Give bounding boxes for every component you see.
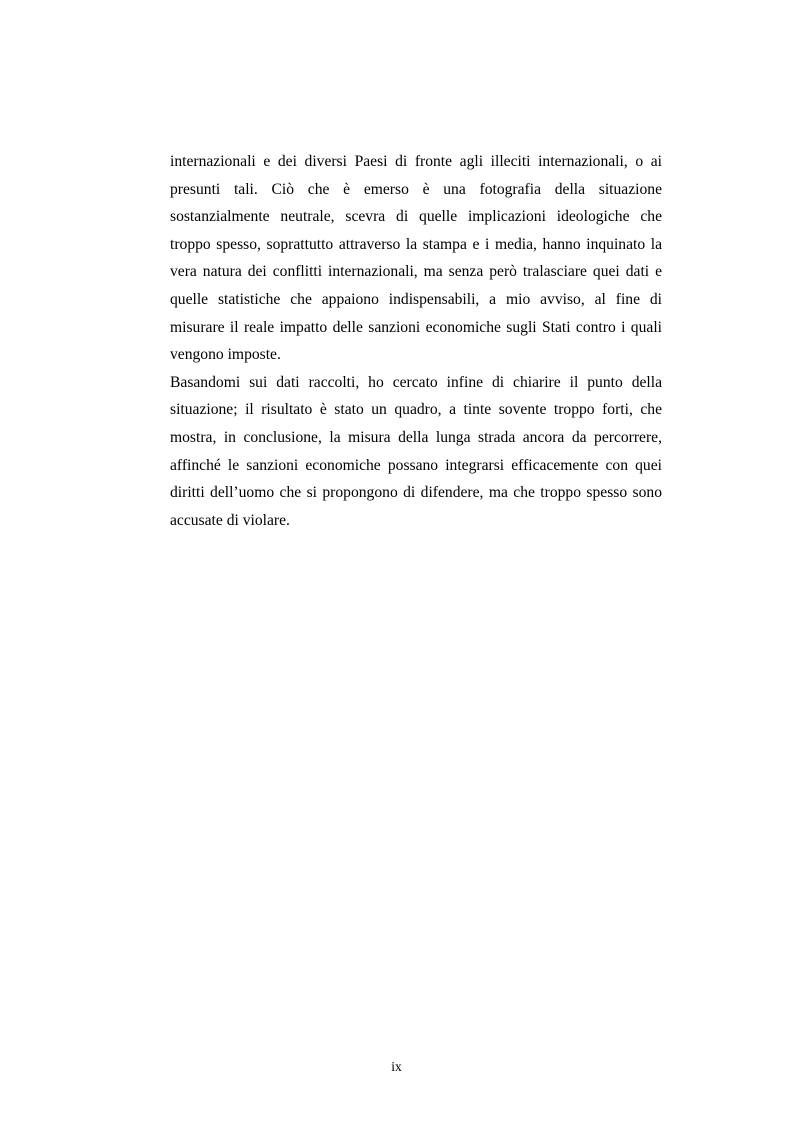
text-line: troppo spesso, soprattutto attraverso la stampa e i media, hanno inquinato la (170, 235, 662, 253)
body-text (170, 148, 662, 534)
text-line: diritti dell’uomo che si propongono di difendere, ma che troppo spesso sono (170, 484, 662, 502)
text-line: presunti tali. Ciò che è emerso è una fotografia della situazione (170, 180, 662, 198)
text-line: accusate di violare. (170, 511, 290, 529)
text-line: quelle statistiche che appaiono indispensabili, a mio avviso, al fine di (170, 290, 662, 308)
text-line: Basandomi sui dati raccolti, ho cercato infine di chiarire il punto della (170, 373, 662, 391)
text-line: situazione; il risultato è stato un quadro, a tinte sovente troppo forti, che (170, 401, 662, 419)
text-line: internazionali e dei diversi Paesi di fronte agli illeciti internazionali, o ai (170, 153, 662, 170)
text-line: affinché le sanzioni economiche possano integrarsi efficacemente con quei (170, 456, 662, 474)
paragraph-2 (170, 369, 662, 535)
text-line: misurare il reale impatto delle sanzioni economiche sugli Stati contro i quali (170, 318, 662, 336)
text-line: mostra, in conclusione, la misura della lunga strada ancora da percorrere, (170, 428, 662, 446)
page-number: ix (391, 1059, 402, 1074)
text-line: vera natura dei conflitti internazionali, ma senza però tralasciare quei dati e (170, 263, 662, 281)
text-line: sostanzialmente neutrale, scevra di quelle implicazioni ideologiche che (170, 208, 662, 226)
text-line: vengono imposte. (170, 346, 281, 364)
paragraph-1 (170, 148, 662, 369)
